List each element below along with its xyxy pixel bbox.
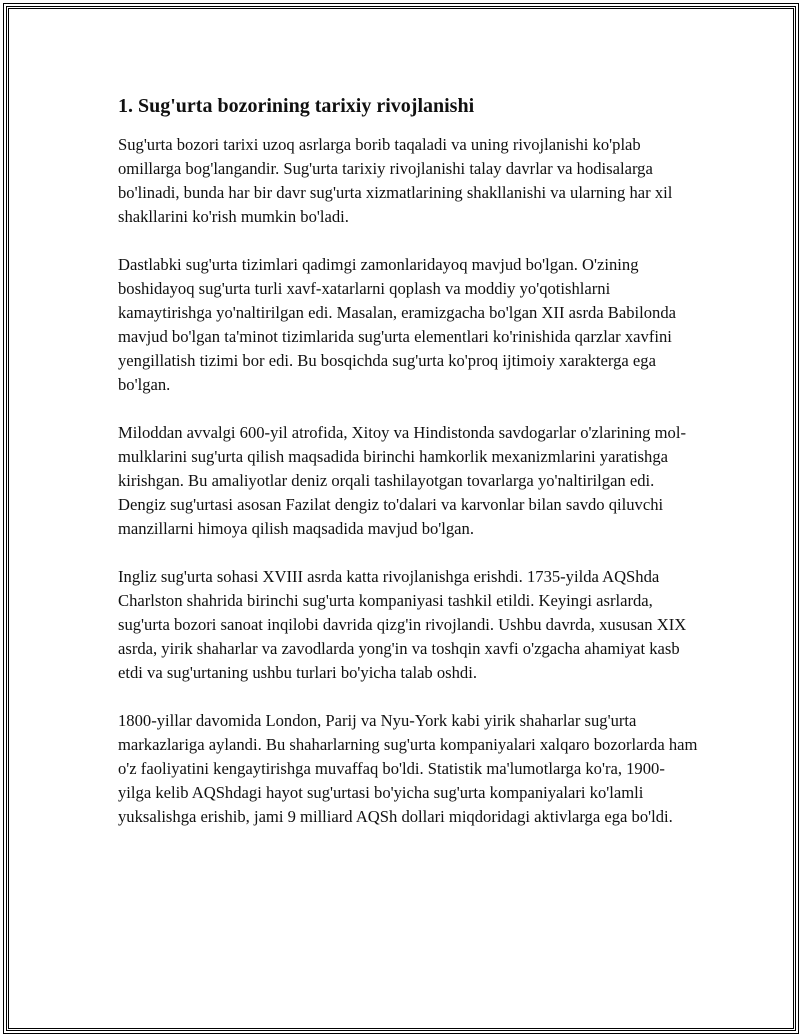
paragraph-5: 1800-yillar davomida London, Parij va Nyu-York kabi yirik shaharlar sug'urta markazlariga aylandi. Bu shaharlarning sug'urta kompaniyalari xalqaro bozorlarda ham o'z faoliyatini kengaytirishga muvaffaq bo'ldi. Statistik ma'lumotlarga ko'ra, 1900-yilga kelib AQShdagi hayot sug'urtasi bo'yicha sug'urta kompaniyalari ko'lamli yuksalishga erishib, jami 9 milliard AQSh dollari miqdoridagi aktivlarga ega bo'ldi. <box>118 711 698 826</box>
section-heading: 1. Sug'urta bozorining tarixiy rivojlanishi <box>118 95 475 117</box>
document-body <box>118 93 698 853</box>
paragraph-1: Sug'urta bozori tarixi uzoq asrlarga borib taqaladi va uning rivojlanishi ko'plab omillarga bog'langandir. Sug'urta tarixiy rivojlanishi talay davrlar va hodisalarga bo'linadi, bunda har bir davr sug'urta xizmatlarining shakllanishi va ularning har xil shakllarini ko'rish mumkin bo'ladi. <box>118 135 673 226</box>
paragraph-4: Ingliz sug'urta sohasi XVIII asrda katta rivojlanishga erishdi. 1735-yilda AQShda Charlston shahrida birinchi sug'urta kompaniyasi tashkil etildi. Keyingi asrlarda, sug'urta bozori sanoat inqilobi davrida qizg'in rivojlandi. Ushbu davrda, xususan XIX asrda, yirik shaharlar va zavodlarda yong'in va toshqin xavfi o'zgacha ahamiyat kasb etdi va sug'urtaning ushbu turlari bo'yicha talab oshdi. <box>118 567 687 682</box>
paragraph-3: Miloddan avvalgi 600-yil atrofida, Xitoy va Hindistonda savdogarlar o'zlarining mol-mulklarini sug'urta qilish maqsadida birinchi hamkorlik mexanizmlarini yaratishga kirishgan. Bu amaliyotlar deniz orqali tashilayotgan tovarlarga yo'naltirilgan edi. Dengiz sug'urtasi asosan Fazilat dengiz to'dalari va karvonlar bilan savdo qiluvchi manzillarni himoya qilish maqsadida mavjud bo'lgan. <box>118 423 686 538</box>
paragraph-2: Dastlabki sug'urta tizimlari qadimgi zamonlaridayoq mavjud bo'lgan. O'zining boshidayoq sug'urta turli xavf-xatarlarni qoplash va moddiy yo'qotishlarni kamaytirishga yo'naltirilgan edi. Masalan, eramizgacha bo'lgan XII asrda Babilonda mavjud bo'lgan ta'minot tizimlarida sug'urta elementlari ko'rinishida qarzlar xavfini yengillatish tizimi bor edi. Bu bosqichda sug'urta ko'proq ijtimoiy xarakterga ega bo'lgan. <box>118 255 676 394</box>
